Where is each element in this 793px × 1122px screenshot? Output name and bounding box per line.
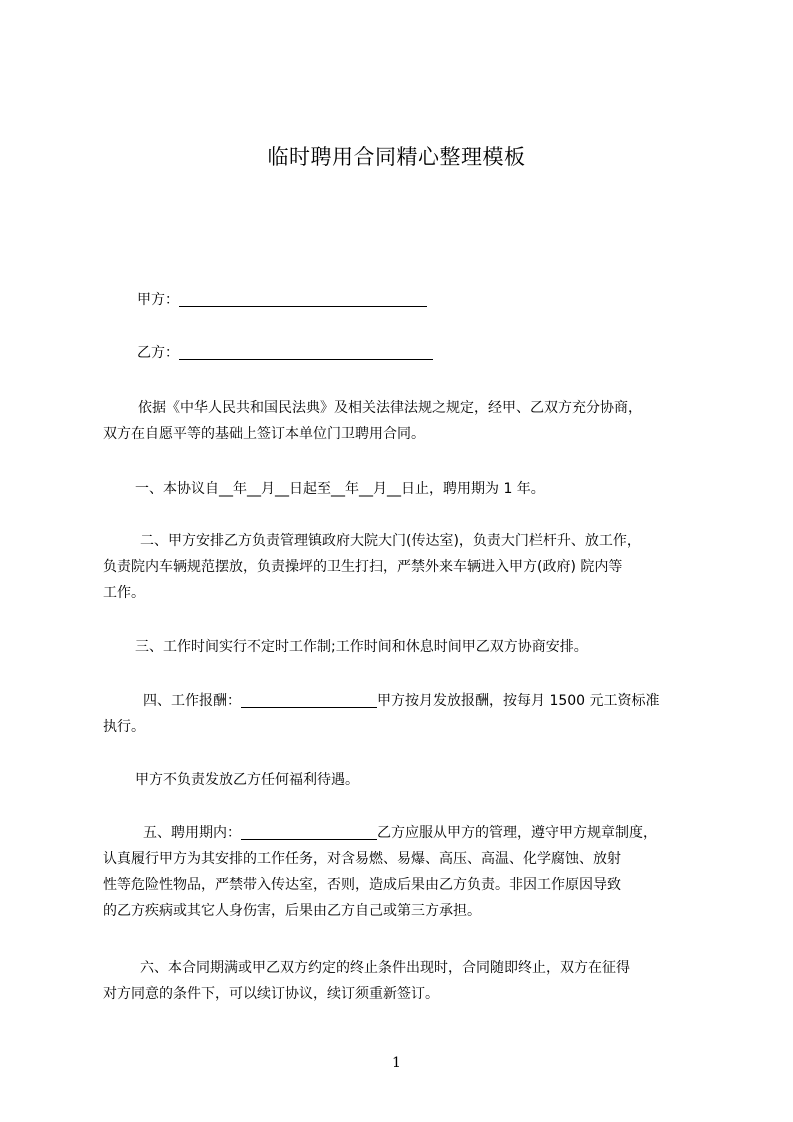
clause-1 [103,476,705,502]
clause-6-line-2: 对方同意的条件下，可以续订协议，续订须重新签订。 [103,986,439,1002]
party-a-line [137,287,739,313]
document-title: 临时聘用合同精心整理模板 [267,145,526,169]
intro-paragraph [103,395,705,447]
clause-5-line-3: 性等危险性物品，严禁带入传达室，否则，造成后果由乙方负责。非因工作原因导致 [103,877,621,893]
welfare-paragraph [103,767,705,793]
clause-2-line-2: 负责院内车辆规范摆放，负责操坪的卫生打扫，严禁外来车辆进入甲方(政府) 院内等 [103,559,623,575]
clause-5-prefix: 五、聘用期内： [143,825,241,841]
party-b-label: 乙方： [137,345,179,361]
clause-2-line-1: 二、甲方安排乙方负责管理镇政府大院大门(传达室)，负责大门栏杆升、放工作， [140,533,641,549]
clause-5 [103,820,705,924]
clause-2-line-3: 工作。 [103,585,145,601]
party-a-blank [179,291,427,307]
party-b-line [137,340,739,366]
clause-1-text: 一、本协议自__年__月__日起至__年__月__日止，聘用期为 1 年。 [135,481,545,497]
clause-4-prefix: 四、工作报酬： [143,693,241,709]
clause-6 [103,955,705,1007]
clause-6-line-1: 六、本合同期满或甲乙双方约定的终止条件出现时，合同随即终止，双方在征得 [140,960,630,976]
welfare-text: 甲方不负责发放乙方任何福利待遇。 [135,772,359,788]
party-a-label: 甲方： [137,292,179,308]
clause-4-suffix: 甲方按月发放报酬，按每月 1500 元工资标准 [377,693,660,709]
clause-5-suffix: 乙方应服从甲方的管理，遵守甲方规章制度， [377,825,657,841]
clause-2 [103,528,705,606]
intro-line-1: 依据《中华人民共和国民法典》及相关法律法规之规定，经甲、乙双方充分协商， [138,400,642,416]
clause-4-line-2: 执行。 [103,719,145,735]
clause-4 [103,688,705,740]
intro-line-2: 双方在自愿平等的基础上签订本单位门卫聘用合同。 [103,426,425,442]
clause-5-blank [241,824,377,840]
clause-3-text: 三、工作时间实行不定时工作制;工作时间和休息时间甲乙双方协商安排。 [135,639,588,655]
clause-5-line-2: 认真履行甲方为其安排的工作任务，对含易燃、易爆、高压、高温、化学腐蚀、放射 [103,851,621,867]
clause-5-line-4: 的乙方疾病或其它人身伤害，后果由乙方自己或第三方承担。 [103,903,481,919]
clause-3 [103,634,705,660]
page-number: 1 [392,1055,401,1071]
clause-4-blank [241,692,377,708]
party-b-blank [179,344,433,360]
